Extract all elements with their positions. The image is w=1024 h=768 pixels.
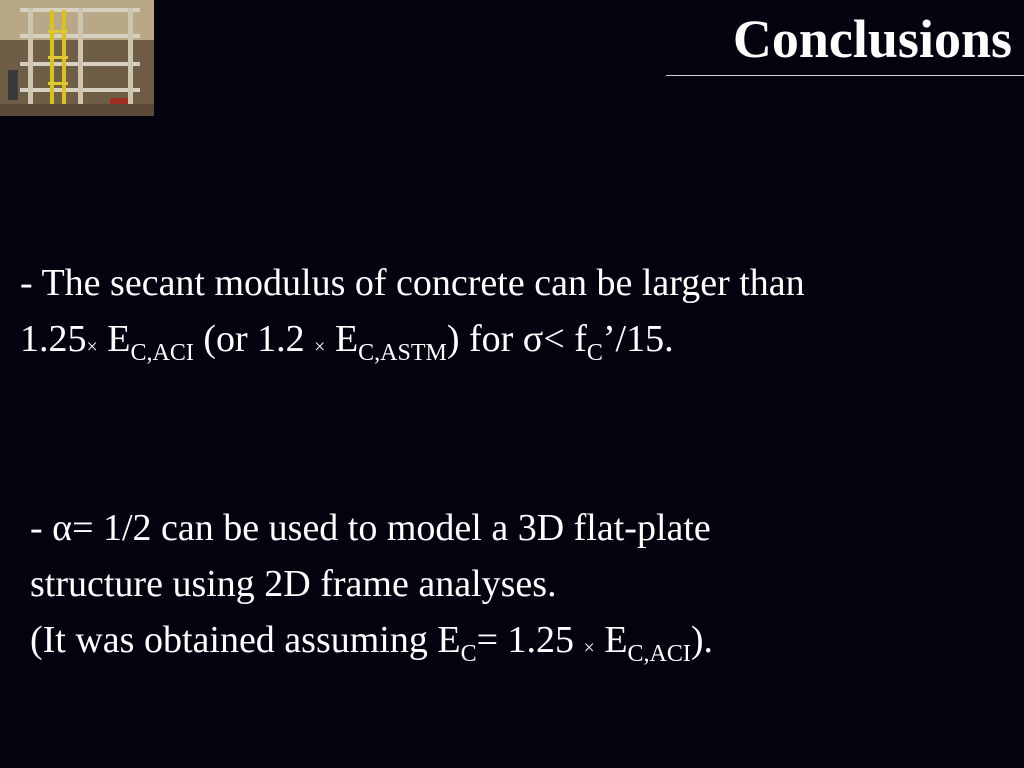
para2-line1: - α= 1/2 can be used to model a 3D flat-plate: [30, 507, 711, 549]
modulus-symbol: E: [97, 318, 131, 360]
factor-text: 1.25: [20, 318, 87, 360]
ratio-text: ’/15.: [602, 318, 674, 360]
subscript-c-aci: C,ACI: [130, 340, 194, 366]
page-title: Conclusions: [732, 9, 1012, 69]
para2-line3: [30, 612, 713, 676]
para2-line2: structure using 2D frame analyses.: [30, 563, 557, 605]
building-test-image: [0, 0, 154, 116]
modulus-symbol-2: E: [325, 318, 359, 360]
subscript-c-2: C: [460, 641, 477, 667]
or-text: (or 1.2: [193, 318, 315, 360]
conclusion-secant-modulus: [20, 255, 805, 375]
para1-line2: [20, 311, 805, 375]
subscript-c-aci-2: C,ACI: [627, 641, 691, 667]
times-symbol-2: ×: [314, 336, 326, 358]
subscript-c-astm: C,ASTM: [358, 340, 447, 366]
lab-structure-photo: [0, 0, 154, 116]
closing-text: ).: [690, 619, 714, 661]
conclusion-alpha: [30, 500, 713, 676]
para1-line1: - The secant modulus of concrete can be larger than: [20, 262, 805, 304]
times-symbol-3: ×: [583, 637, 595, 659]
equals-text: = 1.25: [476, 619, 584, 661]
assumption-text: (It was obtained assuming E: [30, 619, 461, 661]
times-symbol: ×: [86, 336, 98, 358]
modulus-symbol-3: E: [594, 619, 628, 661]
condition-text: ) for σ< f: [446, 318, 587, 360]
title-underline: [666, 75, 1024, 76]
subscript-c: C: [586, 340, 603, 366]
